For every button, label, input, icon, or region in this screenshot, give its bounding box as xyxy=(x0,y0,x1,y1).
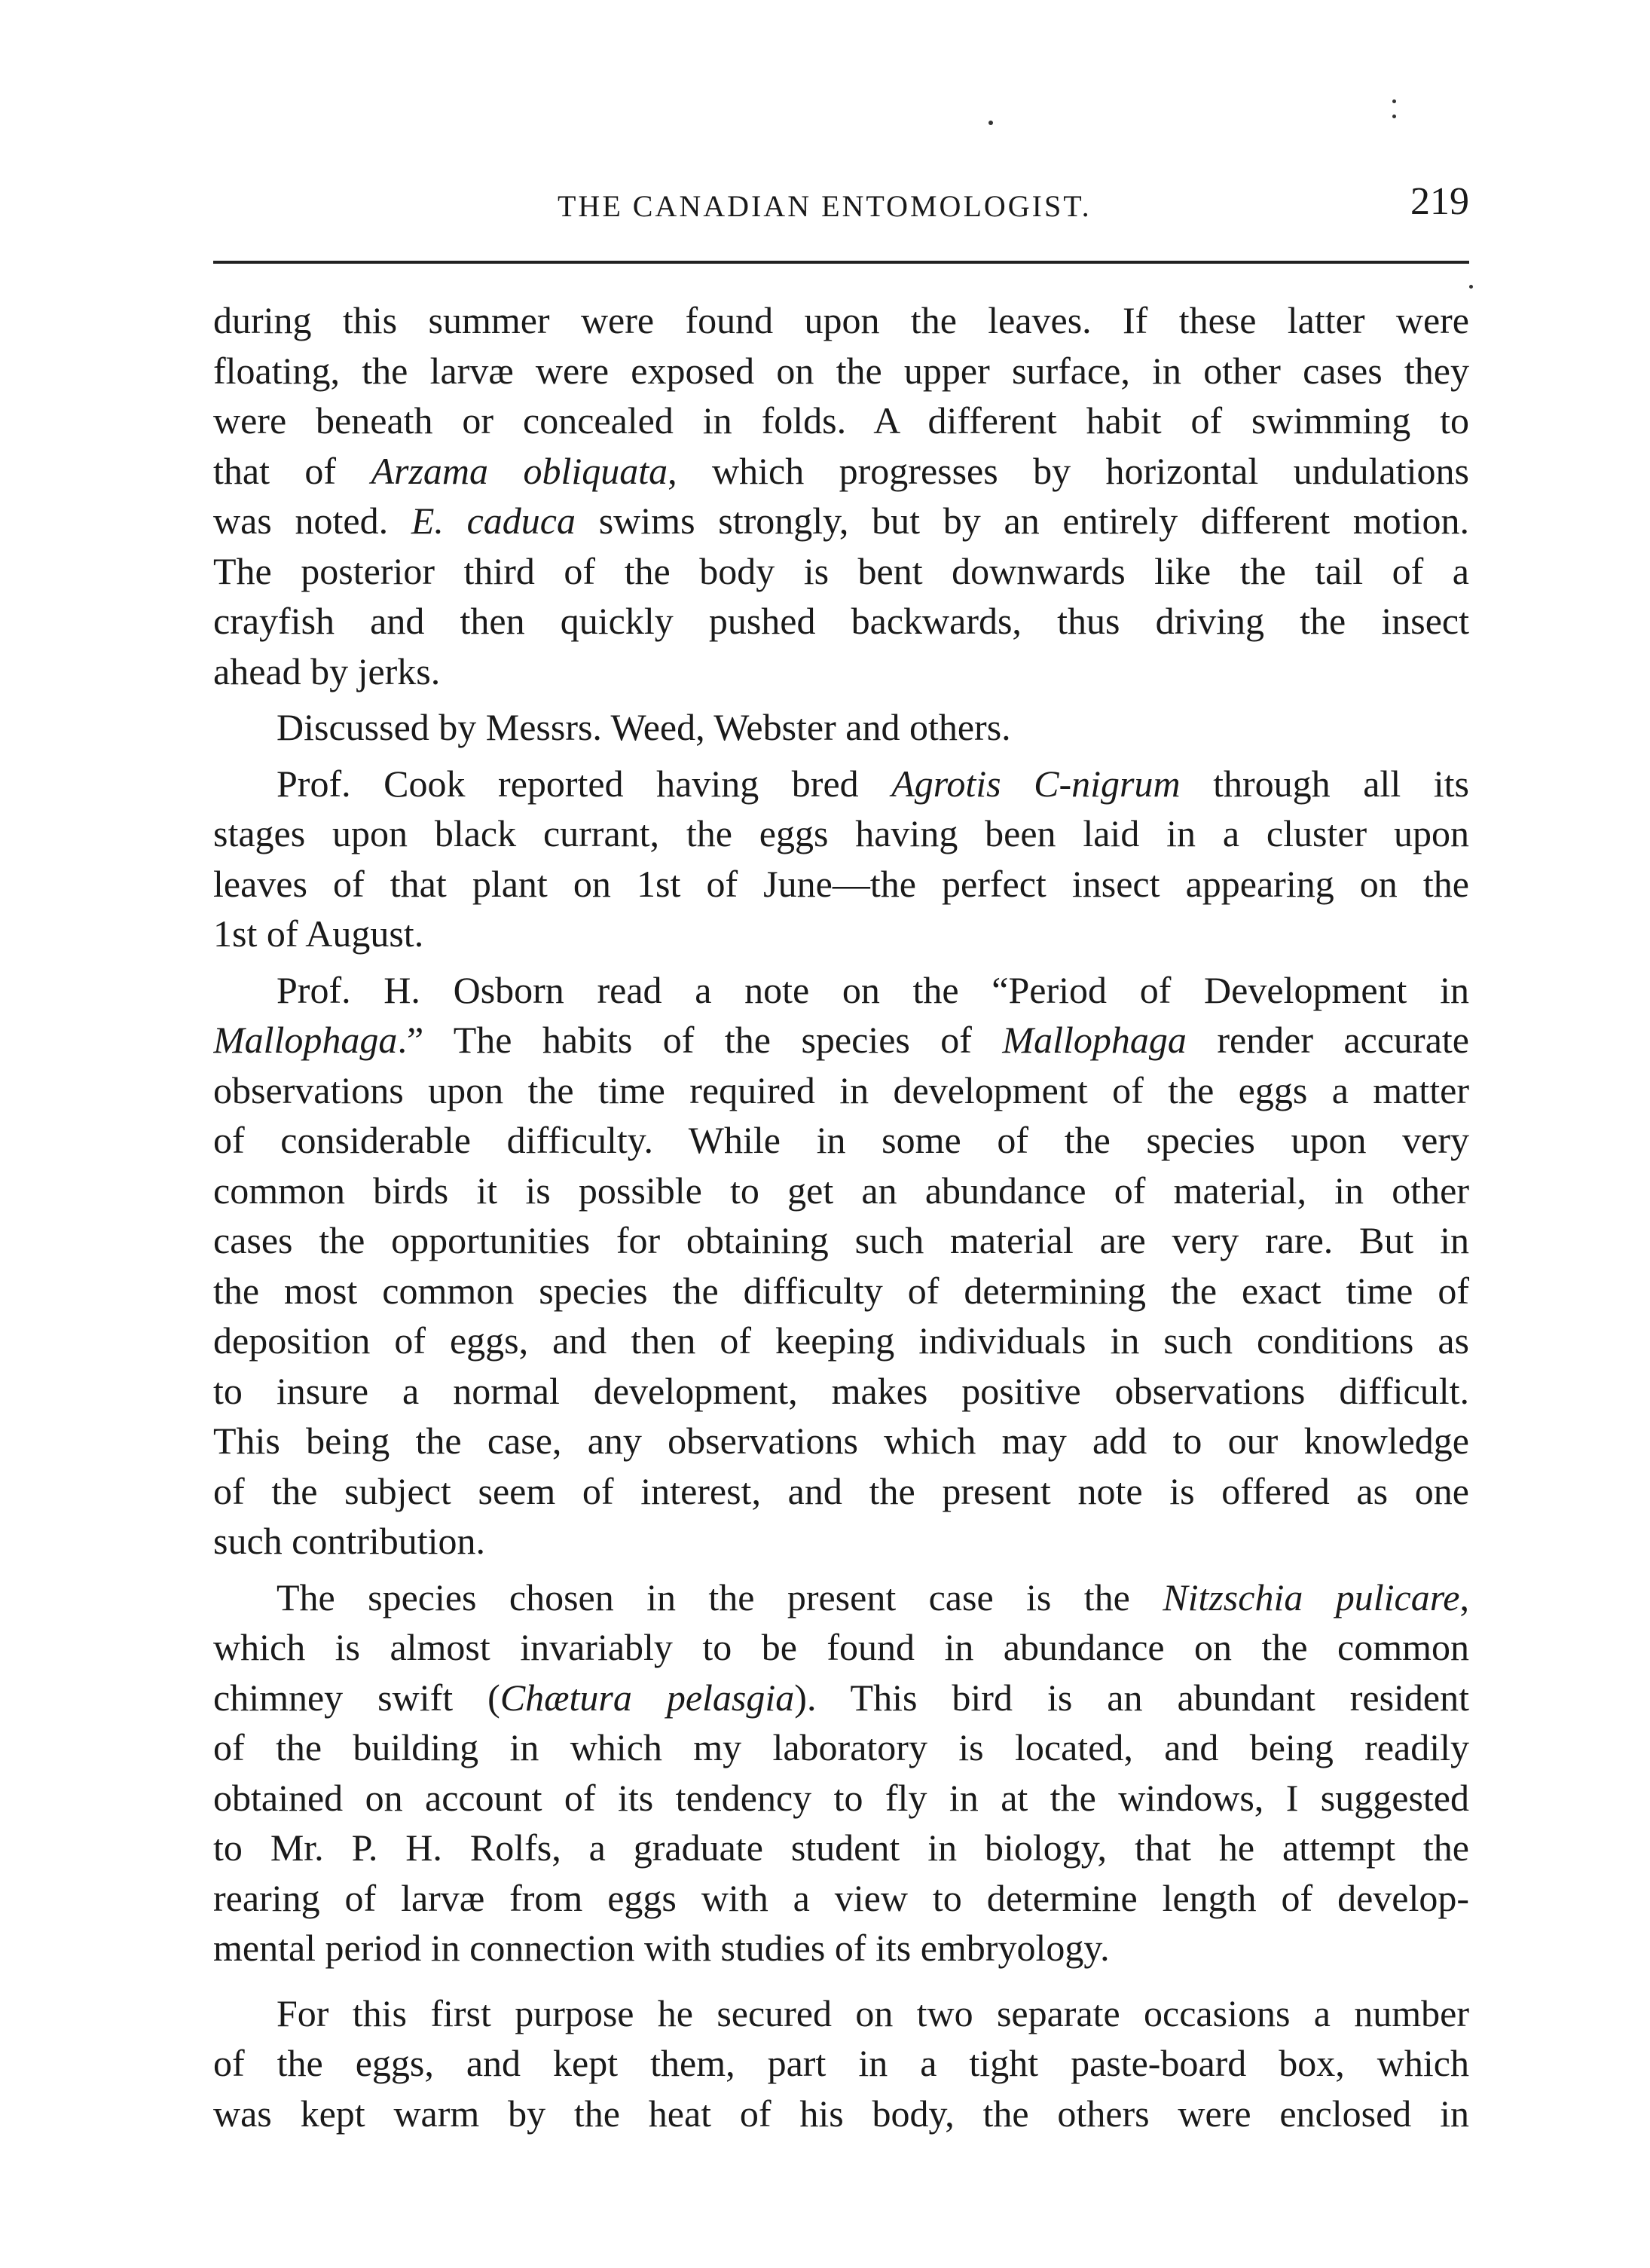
text-line: to Mr. P. H. Rolfs, a graduate student in biology, that he attempt the xyxy=(213,1826,1469,1869)
print-speck xyxy=(988,121,993,125)
text-line: Prof. Cook reported having bred Agrotis C-nigrum through all its xyxy=(277,762,1469,805)
text-line: ahead by jerks. xyxy=(213,650,441,692)
text-line: of the building in which my laboratory is located, and being readily xyxy=(213,1726,1469,1768)
print-speck xyxy=(1392,99,1396,103)
text-line: were beneath or concealed in folds. A different habit of swimming to xyxy=(213,399,1469,442)
paragraph-p4 xyxy=(213,965,1469,1567)
text-line: observations upon the time required in development of the eggs a matter xyxy=(213,1068,1469,1111)
header-rule xyxy=(213,261,1469,264)
text-line: which is almost invariably to be found in abundance on the common xyxy=(213,1626,1469,1668)
paragraph-p5 xyxy=(213,1573,1469,1973)
print-speck xyxy=(1392,115,1396,118)
text-line: chimney swift (Chætura pelasgia). This bird is an abundant resident xyxy=(213,1676,1469,1719)
text-line: rearing of larvæ from eggs with a view to determine length of develop- xyxy=(213,1876,1469,1919)
text-line: of the eggs, and kept them, part in a tight paste-board box, which xyxy=(213,2042,1469,2084)
text-line: Discussed by Messrs. Weed, Webster and others. xyxy=(277,706,1011,748)
page-number: 219 xyxy=(1410,180,1469,223)
text-line: of considerable difficulty. While in some of the species upon very xyxy=(213,1119,1469,1161)
paragraph-p1 xyxy=(213,295,1469,696)
text-line: Prof. H. Osborn read a note on the “Period of Development in xyxy=(277,968,1469,1011)
paragraph-p2 xyxy=(213,702,1469,753)
text-line: cases the opportunities for obtaining such material are very rare. But in xyxy=(213,1219,1469,1261)
text-line: The posterior third of the body is bent downwards like the tail of a xyxy=(213,549,1469,592)
text-line: of the subject seem of interest, and the present note is offered as one xyxy=(213,1469,1469,1512)
text-line: The species chosen in the present case is the Nitzschia pulicare, xyxy=(277,1576,1469,1618)
text-line: to insure a normal development, makes positive observations difficult. xyxy=(213,1369,1469,1412)
text-line: stages upon black currant, the eggs having been laid in a cluster upon xyxy=(213,812,1469,854)
text-line: crayfish and then quickly pushed backwards, thus driving the insect xyxy=(213,600,1469,642)
text-line: was kept warm by the heat of his body, the others were enclosed in xyxy=(213,2092,1469,2135)
journal-title: THE CANADIAN ENTOMOLOGIST. xyxy=(558,189,1092,223)
text-line: that of Arzama obliquata, which progresses by horizontal undulations xyxy=(213,449,1469,492)
text-line: Mallophaga.” The habits of the species of Mallophaga render accurate xyxy=(213,1019,1469,1061)
text-line: This being the case, any observations which may add to our knowledge xyxy=(213,1420,1469,1462)
text-line: was noted. E. caduca swims strongly, but by an entirely different motion. xyxy=(213,500,1469,542)
print-speck xyxy=(1469,285,1473,289)
text-line: deposition of eggs, and then of keeping individuals in such conditions as xyxy=(213,1319,1469,1362)
text-line: the most common species the difficulty of determining the exact time of xyxy=(213,1269,1469,1312)
text-line: mental period in connection with studies of its embryology. xyxy=(213,1927,1110,1969)
text-line: during this summer were found upon the leaves. If these latter were xyxy=(213,299,1469,341)
text-line: leaves of that plant on 1st of June—the perfect insect appearing on the xyxy=(213,862,1469,905)
text-line: 1st of August. xyxy=(213,912,424,955)
paragraph-p3 xyxy=(213,759,1469,959)
text-line: common birds it is possible to get an abundance of material, in other xyxy=(213,1169,1469,1212)
text-line: floating, the larvæ were exposed on the upper surface, in other cases they xyxy=(213,349,1469,392)
text-line: For this first purpose he secured on two separate occasions a number xyxy=(277,1991,1469,2034)
running-head xyxy=(215,179,1469,240)
paragraph-p6 xyxy=(213,1988,1469,2139)
text-line: such contribution. xyxy=(213,1520,486,1562)
text-line: obtained on account of its tendency to fly in at the windows, I suggested xyxy=(213,1776,1469,1819)
article-body xyxy=(213,295,1469,2144)
